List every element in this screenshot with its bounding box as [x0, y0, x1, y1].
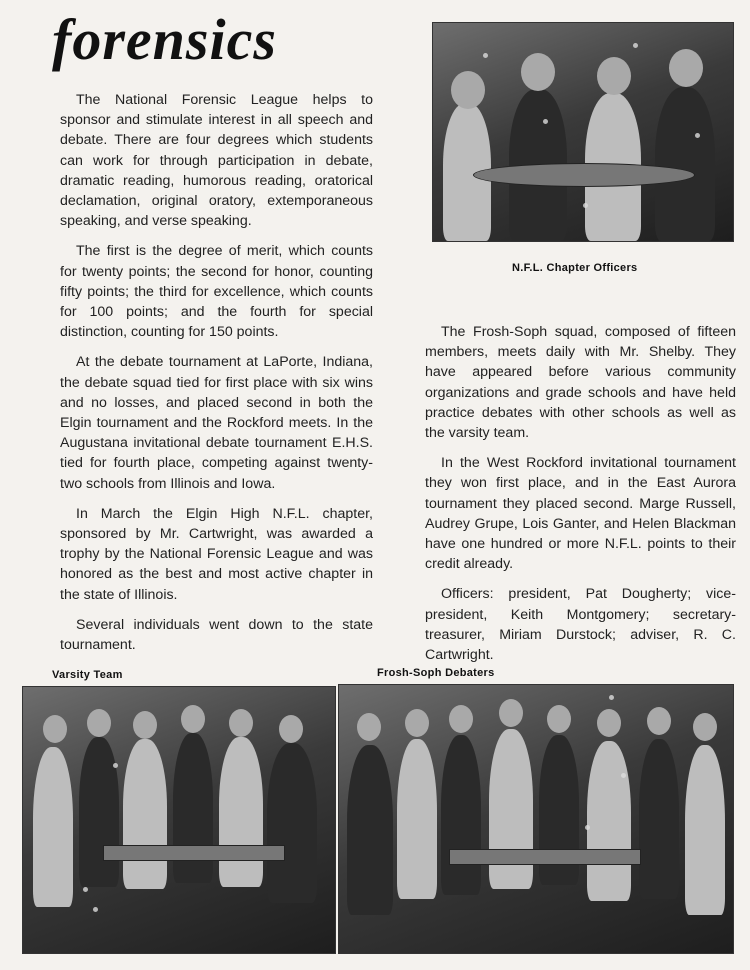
frosh-soph-caption: Frosh-Soph Debaters: [377, 667, 495, 679]
paragraph: Several individuals went down to the state tournament.: [60, 616, 373, 654]
right-column-text: [425, 322, 736, 675]
officers-caption: N.F.L. Chapter Officers: [512, 262, 638, 274]
left-column-text: [60, 90, 373, 665]
varsity-caption: Varsity Team: [52, 669, 123, 681]
officers-photo: [432, 22, 734, 242]
paragraph: The first is the degree of merit, which counts for twenty points; the second for honor, counting fifty points; the third for excellence, which counts for 100 points; and the fourth for special distinction, counting for 150 points.: [60, 243, 373, 341]
page-title: forensics: [52, 7, 277, 72]
paragraph: The National Forensic League helps to sponsor and stimulate interest in all speech and debate. There are four degrees which students can work for through participation in debate, dramatic reading, humorous reading, oratorical declamation, original oratory, extemporaneous speaking, and verse speaking.: [60, 92, 373, 230]
paragraph: In March the Elgin High N.F.L. chapter, sponsored by Mr. Cartwright, was awarded a trophy by the National Forensic League and was honored as the best and most active chapter in the state of Illinois.: [60, 505, 373, 603]
paragraph: The Frosh-Soph squad, composed of fifteen members, meets daily with Mr. Shelby. They have appeared before various community organizations and grade schools and have held practice debates with other schools as well as the varsity team.: [425, 324, 736, 442]
varsity-team-photo: [22, 686, 336, 954]
paragraph: In the West Rockford invitational tournament they won first place, and in the East Aurora tournament they placed second. Marge Russell, Audrey Grupe, Lois Ganter, and Helen Blackman have one hundred or more N.F.L. points to their credit already.: [425, 455, 736, 573]
paragraph: At the debate tournament at LaPorte, Indiana, the debate squad tied for first place with six wins and no losses, and placed second in both the Elgin tournament and the Rockford meets. In the Augustana invitational debate tournament E.H.S. tied for fourth place, competing against twenty-two schools from Illinois and Iowa.: [60, 354, 373, 492]
paragraph: Officers: president, Pat Dougherty; vice-president, Keith Montgomery; secretary-treasurer, Miriam Durstock; adviser, R. C. Cartwright.: [425, 586, 736, 664]
frosh-soph-debaters-photo: [338, 684, 734, 954]
